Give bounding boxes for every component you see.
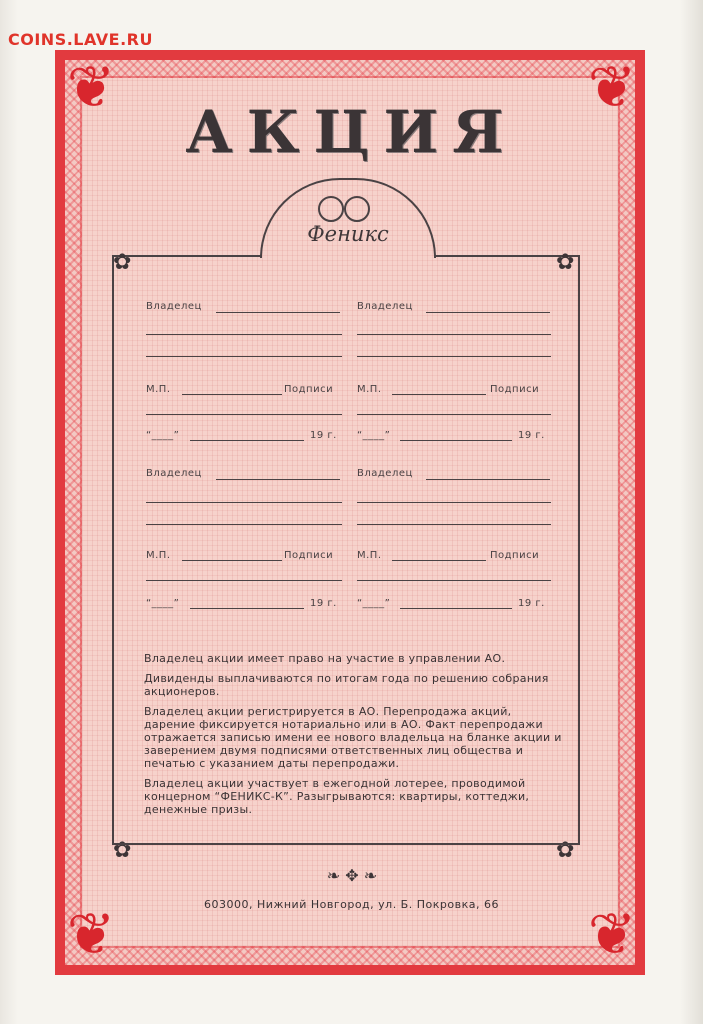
owner-label: Владелец xyxy=(146,468,202,479)
owner-field[interactable] xyxy=(146,356,342,357)
owner-label: Владелец xyxy=(357,468,413,479)
watermark: COINS.LAVE.RU xyxy=(8,30,153,49)
term-paragraph: Владелец акции регистрируется в АО. Перепродажа акций, дарение фиксируется нотариально или в АО. Факт перепродажи отражается записью имени ее нового владельца на бланке акции и заверением двумя подписями ответственных лиц общества и печатью с указанием даты перепродажи. xyxy=(144,705,562,770)
stamp-label: М.П. xyxy=(357,384,382,395)
owner-field[interactable] xyxy=(357,502,551,503)
owner-field[interactable] xyxy=(146,524,342,525)
corner-ornament-icon: ❦ xyxy=(66,900,116,968)
owner-field[interactable] xyxy=(146,502,342,503)
stamp-field[interactable] xyxy=(392,560,486,561)
owner-field[interactable] xyxy=(426,312,550,313)
phoenix-logo-icon xyxy=(344,196,370,222)
signature-label: Подписи xyxy=(284,384,334,395)
corner-ornament-icon: ❦ xyxy=(66,53,116,121)
owner-field[interactable] xyxy=(357,356,551,357)
bottom-ornament-icon: ❧ ✥ ❧ xyxy=(326,866,378,885)
owner-field[interactable] xyxy=(146,334,342,335)
page-title: АКЦИЯ xyxy=(185,98,518,166)
stamp-field[interactable] xyxy=(182,394,282,395)
owner-field[interactable] xyxy=(216,479,340,480)
corner-ornament-icon: ❦ xyxy=(587,900,637,968)
phoenix-logo-icon xyxy=(318,196,344,222)
frame-ornament-icon: ✿ xyxy=(113,838,132,863)
signature-field[interactable] xyxy=(146,580,342,581)
company-logo: Феникс xyxy=(307,222,389,246)
stamp-label: М.П. xyxy=(146,550,171,561)
date-field[interactable] xyxy=(400,608,512,609)
corner-ornament-icon: ❦ xyxy=(587,53,637,121)
date-suffix: 19 г. xyxy=(518,430,545,441)
date-prefix: “____” xyxy=(357,598,391,609)
stamp-label: М.П. xyxy=(146,384,171,395)
date-suffix: 19 г. xyxy=(310,598,337,609)
date-field[interactable] xyxy=(190,440,304,441)
owner-label: Владелец xyxy=(146,301,202,312)
frame-ornament-icon: ✿ xyxy=(556,838,575,863)
term-paragraph: Владелец акции имеет право на участие в управлении АО. xyxy=(144,652,506,665)
address: 603000, Нижний Новгород, ул. Б. Покровка, 66 xyxy=(204,898,499,911)
date-prefix: “____” xyxy=(146,598,180,609)
signature-label: Подписи xyxy=(490,550,540,561)
signature-field[interactable] xyxy=(146,414,342,415)
terms-text xyxy=(144,652,564,823)
term-paragraph: Дивиденды выплачиваются по итогам года по решению собрания акционеров. xyxy=(144,672,549,698)
signature-field[interactable] xyxy=(357,580,551,581)
signature-label: Подписи xyxy=(490,384,540,395)
date-prefix: “____” xyxy=(146,430,180,441)
stamp-field[interactable] xyxy=(182,560,282,561)
term-paragraph: Владелец акции участвует в ежегодной лотерее, проводимой концерном “ФЕНИКС-К”. Разыгрываются: квартиры, коттеджи, денежные призы. xyxy=(144,777,530,816)
date-field[interactable] xyxy=(400,440,512,441)
owner-field[interactable] xyxy=(426,479,550,480)
date-suffix: 19 г. xyxy=(310,430,337,441)
stamp-label: М.П. xyxy=(357,550,382,561)
date-field[interactable] xyxy=(190,608,304,609)
owner-label: Владелец xyxy=(357,301,413,312)
owner-field[interactable] xyxy=(357,524,551,525)
signature-field[interactable] xyxy=(357,414,551,415)
signature-label: Подписи xyxy=(284,550,334,561)
frame-ornament-icon: ✿ xyxy=(556,250,575,275)
date-suffix: 19 г. xyxy=(518,598,545,609)
owner-field[interactable] xyxy=(357,334,551,335)
date-prefix: “____” xyxy=(357,430,391,441)
stamp-field[interactable] xyxy=(392,394,486,395)
owner-field[interactable] xyxy=(216,312,340,313)
frame-ornament-icon: ✿ xyxy=(113,250,132,275)
